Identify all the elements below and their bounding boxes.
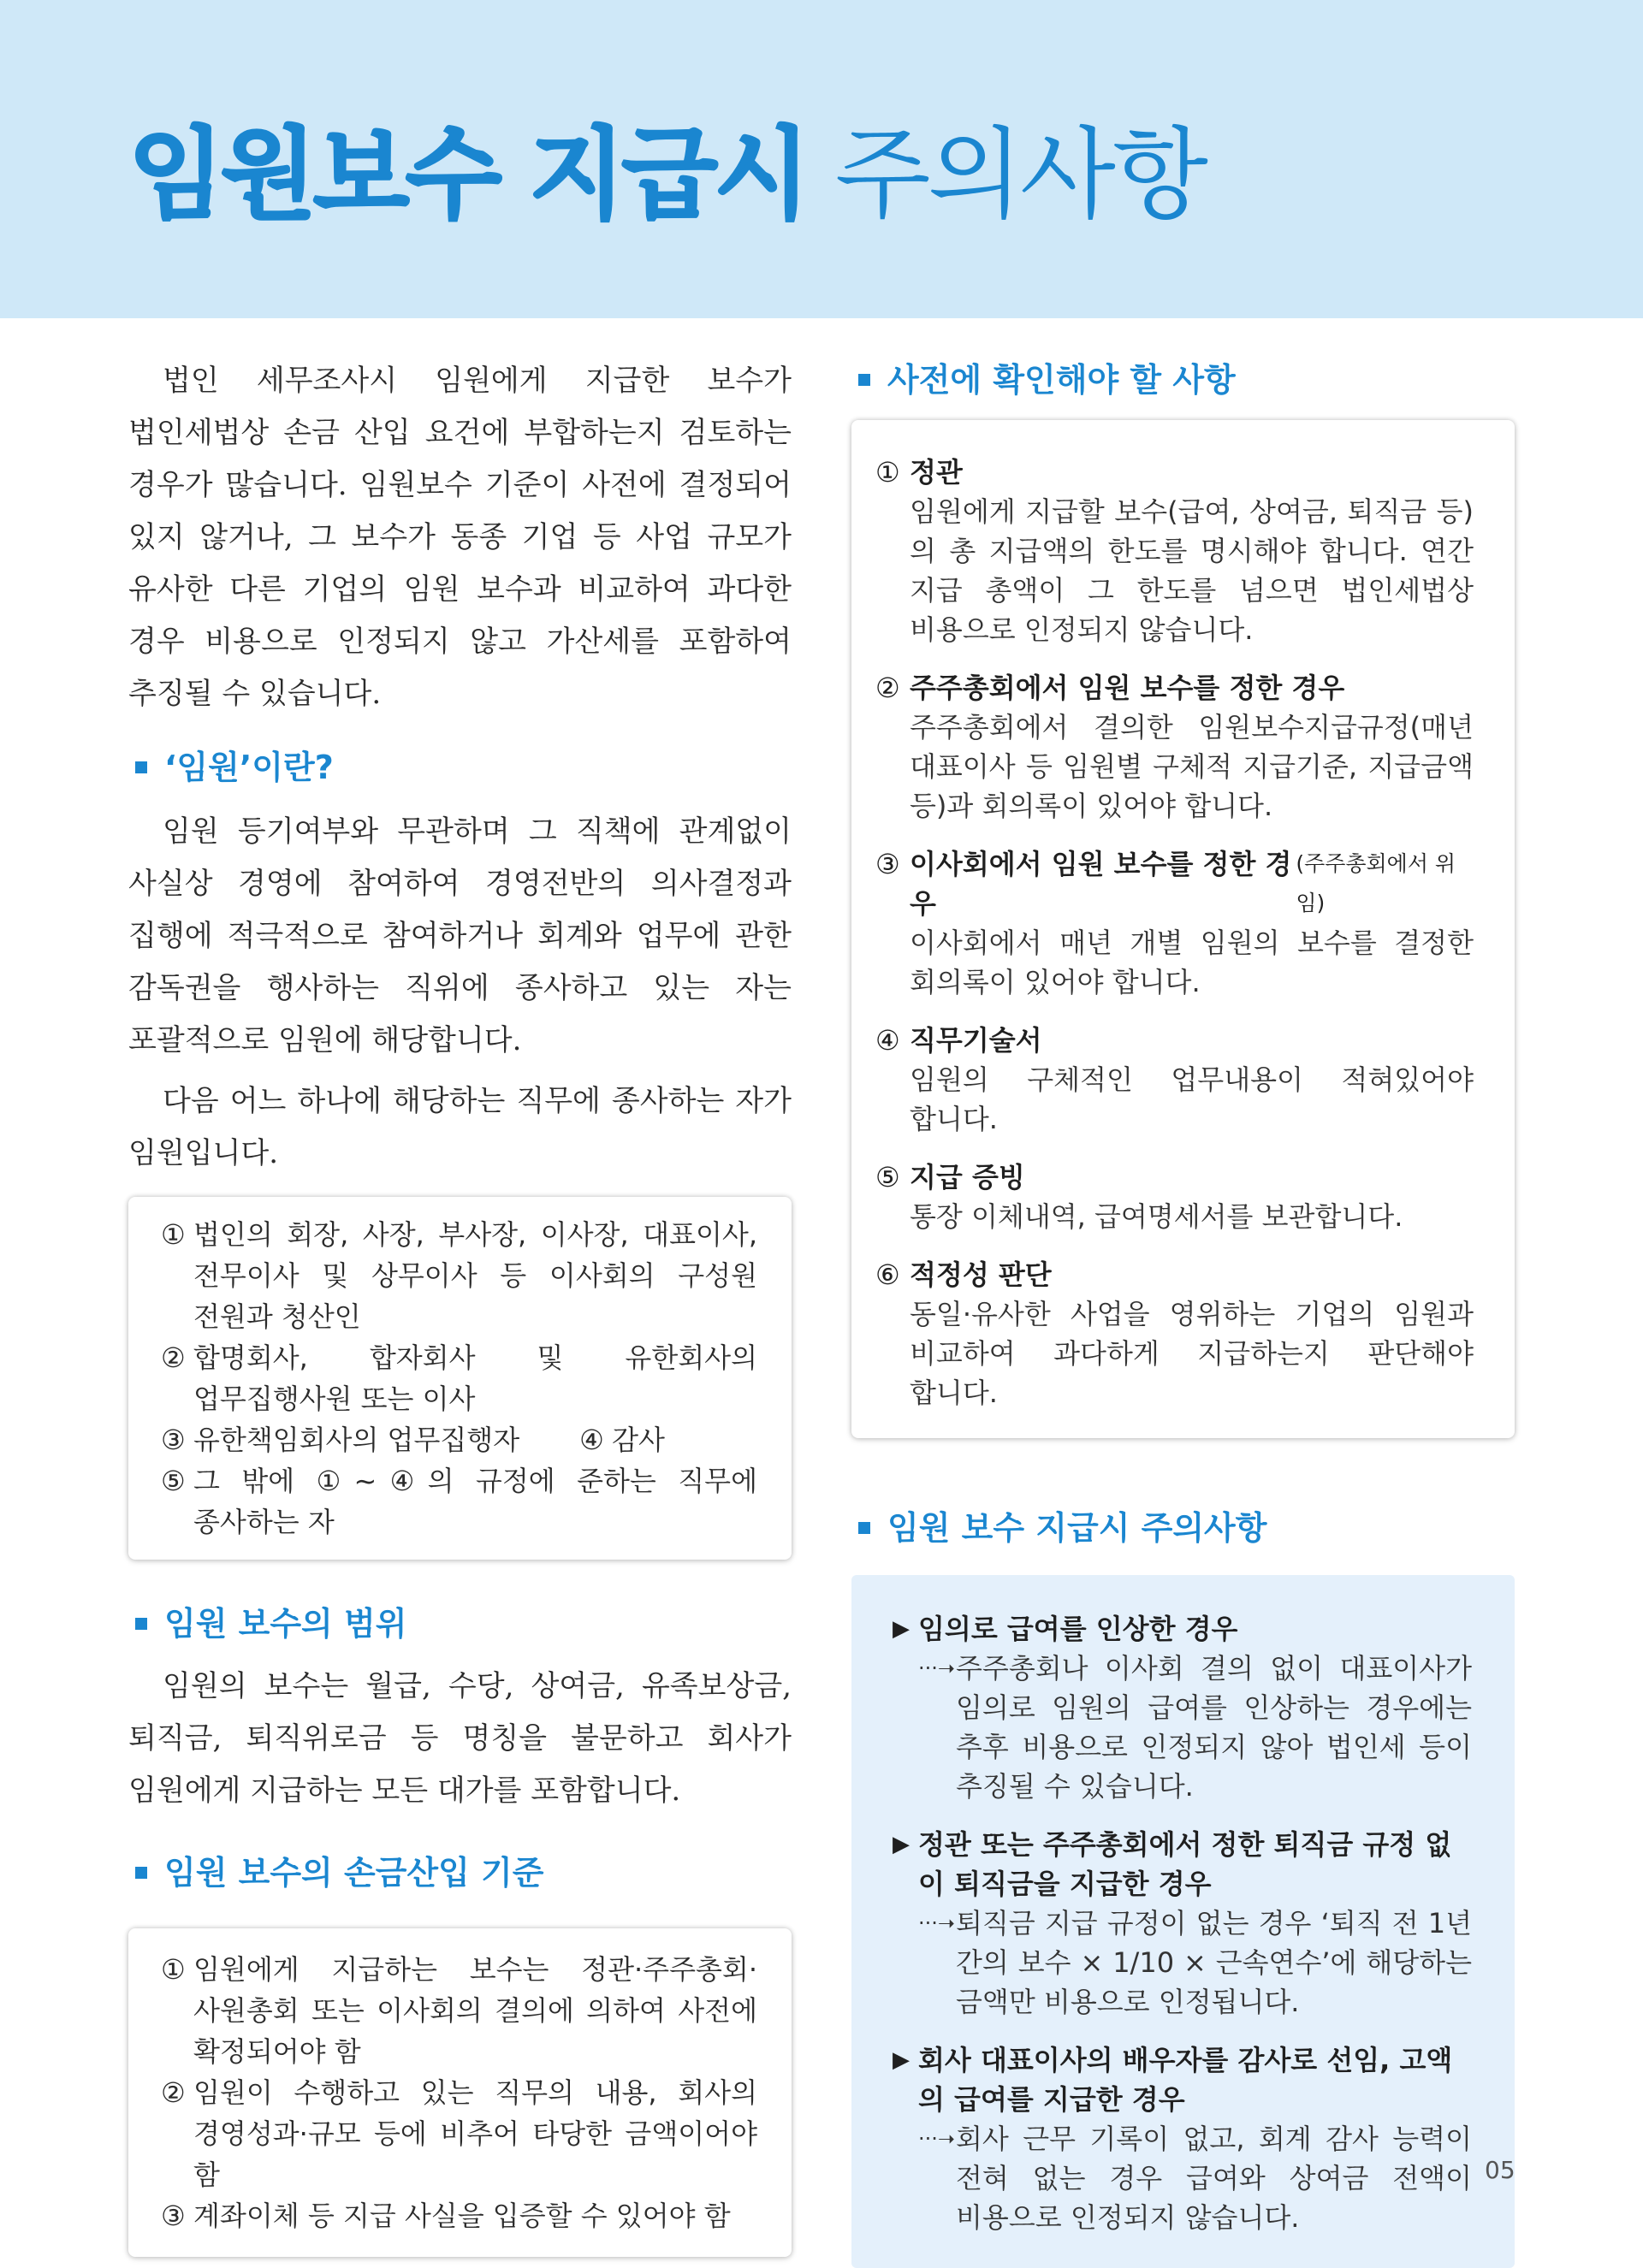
officer-paragraph-2: 다음 어느 하나에 해당하는 직무에 종사하는 자가 임원입니다. (128, 1084, 792, 1170)
item-body: 임원에게 지급할 보수(급여, 상여금, 퇴직금 등)의 총 지급액의 한도를 명시해야 합니다. 연간 지급 총액이 그 한도를 넘으면 법인세법상 비용으로 인정되지 않습니다. (910, 495, 1474, 646)
checklist-heading (851, 358, 1515, 401)
item-number: ④ (875, 1024, 900, 1057)
square-bullet-icon (858, 374, 870, 386)
item-number: ① (875, 456, 900, 489)
caution-body: 퇴직금 지급 규정이 없는 경우 ‘퇴직 전 1년 간의 보수 × 1/10 × 근속연수’에 해당하는 금액만 비용으로 인정됩니다. (956, 1907, 1472, 2018)
officer-heading-text: ‘임원’이란? (164, 749, 334, 786)
checklist-item (875, 1021, 1474, 1139)
checklist-card (851, 420, 1515, 1438)
checklist-item (875, 1158, 1474, 1236)
caution-item (893, 2040, 1472, 2237)
officer-heading (128, 746, 792, 789)
item-title: 직무기술서 (910, 1024, 1042, 1057)
criteria-heading-text: 임원 보수의 손금산입 기준 (164, 1854, 544, 1892)
title-light: 주의사항 (834, 117, 1205, 233)
square-bullet-icon (135, 761, 147, 773)
triangle-bullet-icon: ▶ (893, 2047, 910, 2073)
item-title: 정관 (910, 456, 963, 489)
item-body: 임원의 구체적인 업무내용이 적혀있어야 합니다. (910, 1063, 1474, 1135)
item-text: 계좌이체 등 지급 사실을 입증할 수 있어야 함 (193, 2200, 731, 2232)
criteria-heading (128, 1851, 792, 1894)
dotted-arrow-icon: ···➝ (918, 1911, 955, 1935)
item-number: ④ (579, 1424, 604, 1456)
checklist-item (875, 668, 1474, 826)
item-number: ② (875, 672, 900, 704)
item-number: ② (161, 1341, 186, 1374)
item-body: 통장 이체내역, 급여명세서를 보관합니다. (910, 1200, 1403, 1233)
item-text: 임원이 수행하고 있는 직무의 내용, 회사의 경영성과·규모 등에 비추어 타당한 금액이어야 함 (193, 2076, 757, 2191)
square-bullet-icon (135, 1618, 147, 1630)
title-bold: 임원보수 지급시 (128, 117, 807, 233)
item-body: 이사회에서 매년 개별 임원의 보수를 결정한 회의록이 있어야 합니다. (910, 927, 1474, 998)
caution-body: 회사 근무 기록이 없고, 회계 감사 능력이 전혀 없는 경우 급여와 상여금 전액이 비용으로 인정되지 않습니다. (956, 2123, 1472, 2234)
scope-heading-text: 임원 보수의 범위 (164, 1605, 407, 1643)
officer-paragraph: 임원 등기여부와 무관하며 그 직책에 관계없이 사실상 경영에 참여하여 경영전반의 의사결정과 집행에 적극적으로 참여하거나 회계와 업무에 관한 감독권을 행사하는 직위에 종사하고 있는 자는 포괄적으로 임원에 해당합니다. (128, 814, 792, 1057)
page-title (128, 117, 1205, 233)
item-text: 유한책임회사의 업무집행자 (193, 1424, 520, 1456)
item-text: 합명회사, 합자회사 및 유한회사의 업무집행사원 또는 이사 (193, 1341, 757, 1415)
cautions-heading (851, 1507, 1515, 1549)
cautions-box (851, 1575, 1515, 2268)
triangle-bullet-icon: ▶ (893, 1616, 910, 1642)
item-title: 이사회에서 임원 보수를 정한 경우 (910, 848, 1292, 920)
criteria-list-card (128, 1928, 792, 2257)
item-number: ③ (875, 848, 900, 880)
caution-title: 회사 대표이사의 배우자를 감사로 선임, 고액의 급여를 지급한 경우 (918, 2044, 1453, 2116)
scope-heading (128, 1602, 792, 1645)
caution-item (893, 1825, 1472, 2022)
item-number: ② (161, 2076, 186, 2109)
checklist-heading-text: 사전에 확인해야 할 사항 (887, 361, 1236, 399)
item-note: (주주총회에서 위임) (1296, 851, 1456, 915)
checklist-item (875, 844, 1474, 1002)
page-number: 05 (1485, 2156, 1515, 2184)
item-text: 그 밖에 ①~④의 규정에 준하는 직무에 종사하는 자 (193, 1465, 757, 1538)
item-number: ③ (161, 2200, 186, 2232)
header-banner (0, 0, 1643, 318)
list-item (161, 1214, 757, 1337)
scope-paragraph: 임원의 보수는 월급, 수당, 상여금, 유족보상금, 퇴직금, 퇴직위로금 등 명칭을 불문하고 회사가 임원에게 지급하는 모든 대가를 포함합니다. (128, 1669, 792, 1808)
item-number: ① (161, 1953, 186, 1986)
cautions-heading-text: 임원 보수 지급시 주의사항 (887, 1509, 1267, 1547)
caution-body: 주주총회나 이사회 결의 없이 대표이사가 임의로 임원의 급여를 인상하는 경우에는 추후 비용으로 인정되지 않아 법인세 등이 추징될 수 있습니다. (956, 1652, 1472, 1803)
list-item (579, 1419, 665, 1460)
list-item (161, 1337, 757, 1419)
item-body: 동일·유사한 사업을 영위하는 기업의 임원과 비교하여 과다하게 지급하는지 판단해야 합니다. (910, 1298, 1474, 1409)
item-body: 주주총회에서 결의한 임원보수지급규정(매년 대표이사 등 임원별 구체적 지급기준, 지급금액 등)과 회의록이 있어야 합니다. (910, 711, 1474, 822)
list-item (161, 1460, 757, 1543)
checklist-item (875, 453, 1474, 649)
item-text: 법인의 회장, 사장, 부사장, 이사장, 대표이사, 전무이사 및 상무이사 등 이사회의 구성원 전원과 청산인 (193, 1218, 757, 1333)
item-number: ⑤ (161, 1465, 186, 1497)
list-item (161, 1949, 757, 2072)
dotted-arrow-icon: ···➝ (918, 2127, 955, 2151)
item-number: ③ (161, 1424, 186, 1456)
left-column (128, 355, 792, 2257)
item-title: 지급 증빙 (910, 1161, 1025, 1193)
item-title: 적정성 판단 (910, 1258, 1052, 1291)
checklist-item (875, 1255, 1474, 1412)
dotted-arrow-icon: ···➝ (918, 1656, 955, 1680)
list-item (161, 2195, 757, 2236)
caution-title: 정관 또는 주주총회에서 정한 퇴직금 규정 없이 퇴직금을 지급한 경우 (918, 1828, 1452, 1900)
item-text: 감사 (612, 1424, 665, 1456)
square-bullet-icon (858, 1522, 870, 1534)
caution-item (893, 1609, 1472, 1806)
intro-paragraph: 법인 세무조사시 임원에게 지급한 보수가 법인세법상 손금 산입 요건에 부합하는지 검토하는 경우가 많습니다. 임원보수 기준이 사전에 결정되어 있지 않거나, 그 보수가 동종 기업 등 사업 규모가 유사한 다른 기업의 임원 보수과 비교하여 과다한 경우 비용으로 인정되지 않고 가산세를 포함하여 추징될 수 있습니다. (128, 364, 792, 711)
square-bullet-icon (135, 1867, 147, 1879)
list-item (161, 2072, 757, 2195)
officer-list-card (128, 1197, 792, 1560)
item-text: 임원에게 지급하는 보수는 정관·주주총회·사원총회 또는 이사회의 결의에 의하여 사전에 확정되어야 함 (193, 1953, 757, 2068)
right-column (851, 355, 1515, 2268)
item-title: 주주총회에서 임원 보수를 정한 경우 (910, 672, 1345, 704)
item-number: ⑥ (875, 1258, 900, 1291)
triangle-bullet-icon: ▶ (893, 1832, 910, 1857)
item-number: ⑤ (875, 1161, 900, 1193)
caution-title: 임의로 급여를 인상한 경우 (918, 1613, 1238, 1645)
list-item-pair (161, 1419, 757, 1460)
item-number: ① (161, 1218, 186, 1251)
